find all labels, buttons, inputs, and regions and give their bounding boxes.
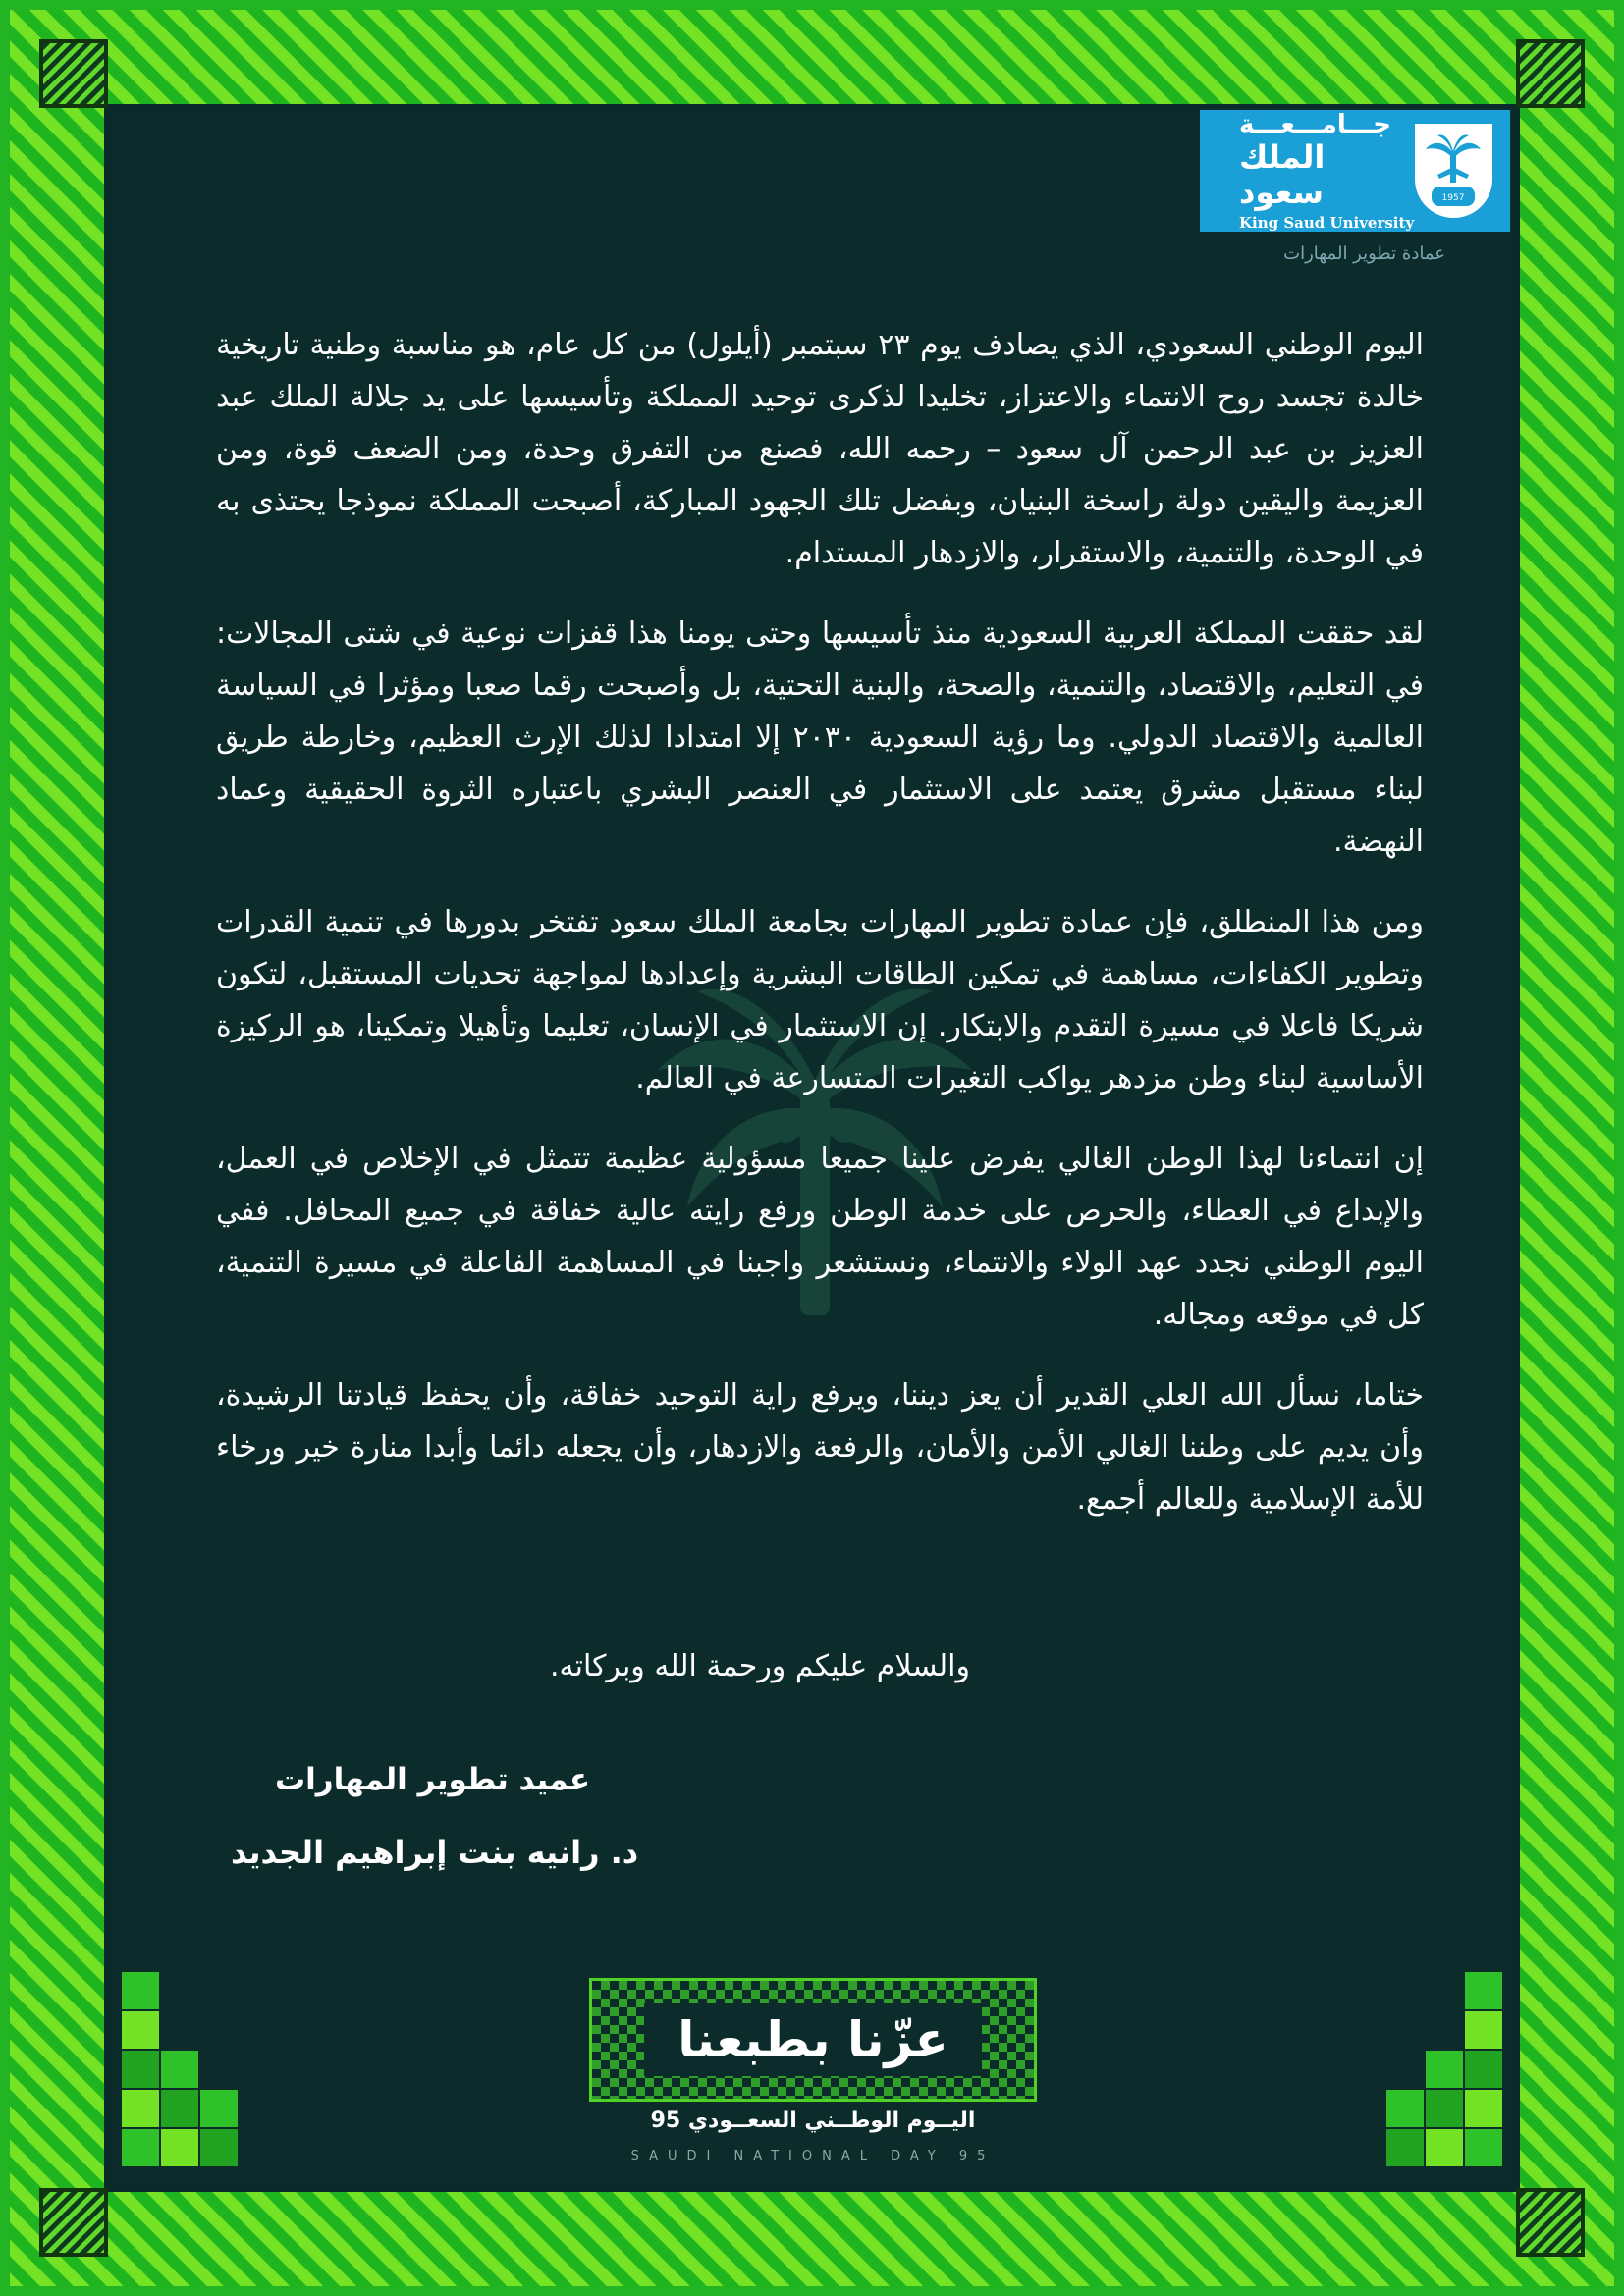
logo-arabic-line2: الملك سعود <box>1239 138 1326 211</box>
signatory-name: د. رانيه بنت إبراهيم الجديد <box>231 1834 639 1871</box>
university-logo <box>1200 110 1510 232</box>
badge-slogan: عزّنا بطبعنا <box>644 2003 982 2076</box>
corner-ornament <box>39 2188 108 2257</box>
closing-greeting: والسلام عليكم ورحمة الله وبركاته. <box>550 1649 970 1683</box>
left-stair-ornament <box>122 1972 240 2168</box>
logo-english-name: King Saud University <box>1239 214 1415 232</box>
logo-arabic-line1: جـــامـــعـــة <box>1239 110 1392 139</box>
badge-arabic-line: اليــوم الوطــني السعــودي 95 <box>650 2109 976 2133</box>
letter-paragraph: إن انتماءنا لهذا الوطن الغالي يفرض علينا جميعا مسؤولية عظيمة تتمثل في الإخلاص في العمل، والإبداع في العطاء، والحرص على خدمة الوطن ورفع رايته عالية خفاقة في جميع المحافل. ففي اليوم الوطني نجدد عهد الولاء والانتماء، ونستشعر واجبنا في المساهمة الفاعلة في مسيرة التنمية، كل في موقعه ومجاله. <box>216 1142 1424 1332</box>
national-day-badge <box>589 1978 1037 2102</box>
logo-year: 1957 <box>1441 193 1465 203</box>
badge-english-line: SAUDI NATIONAL DAY 95 <box>630 2149 996 2163</box>
letter-paragraph: لقد حققت المملكة العربية السعودية منذ تأسيسها وحتى يومنا هذا قفزات نوعية في شتى المجالات: في التعليم، والاقتصاد، والتنمية، والصحة، والبنية التحتية، بل وأصبحت رقما صعبا ومؤثرا في السياسة العالمية والاقتصاد الدولي. وما رؤية السعودية ٢٠٣٠ إلا امتدادا لذلك الإرث العظيم، وخارطة طريق لبناء مستقبل مشرق يعتمد على الاستثمار في العنصر البشري باعتباره الثروة الحقيقية وعماد النهضة. <box>216 616 1424 859</box>
corner-ornament <box>1516 2188 1585 2257</box>
letter-paragraph: ومن هذا المنطلق، فإن عمادة تطوير المهارات بجامعة الملك سعود تفتخر بدورها في تنمية القدرات وتطوير الكفاءات، مساهمة في تمكين الطاقات البشرية وإعدادها لمواجهة تحديات المستقبل، لتكون شريكا فاعلا في مسيرة التقدم والابتكار. إن الاستثمار في الإنسان، تعليما وتأهيلا وتمكينا، هو الركيزة الأساسية لبناء وطن مزدهر يواكب التغيرات المتسارعة في العالم. <box>216 905 1424 1095</box>
signatory-title: عميد تطوير المهارات <box>275 1762 591 1797</box>
corner-ornament <box>1516 39 1585 108</box>
letter-paragraph: اليوم الوطني السعودي، الذي يصادف يوم ٢٣ سبتمبر (أيلول) من كل عام، هو مناسبة وطنية تاريخية خالدة تجسد روح الانتماء والاعتزاز، تخليدا لذكرى توحيد المملكة وتأسيسها على يد جلالة الملك عبد العزيز بن عبد الرحمن آل سعود – رحمه الله، فصنع من التفرق وحدة، ومن الضعف قوة، ومن العزيمة واليقين دولة راسخة البنيان، وبفضل تلك الجهود المباركة، أصبحت المملكة نموذجا يحتذى به في الوحدة، والتنمية، والاستقرار، والازدهار المستدام. <box>216 328 1424 570</box>
deanship-name: عمادة تطوير المهارات <box>1283 243 1445 264</box>
right-stair-ornament <box>1384 1972 1502 2168</box>
letter-body <box>216 319 1424 1554</box>
letter-paragraph: ختاما، نسأل الله العلي القدير أن يعز ديننا، ويرفع راية التوحيد خفاقة، وأن يحفظ قيادتنا الرشيدة، وأن يديم على وطننا الغالي الأمن والأمان، والرفعة والازدهار، وأن يجعله دائما وأبدا منارة خير ورخاء للأمة الإسلامية وللعالم أجمع. <box>216 1378 1424 1517</box>
palm-emblem-icon <box>1415 124 1492 218</box>
corner-ornament <box>39 39 108 108</box>
